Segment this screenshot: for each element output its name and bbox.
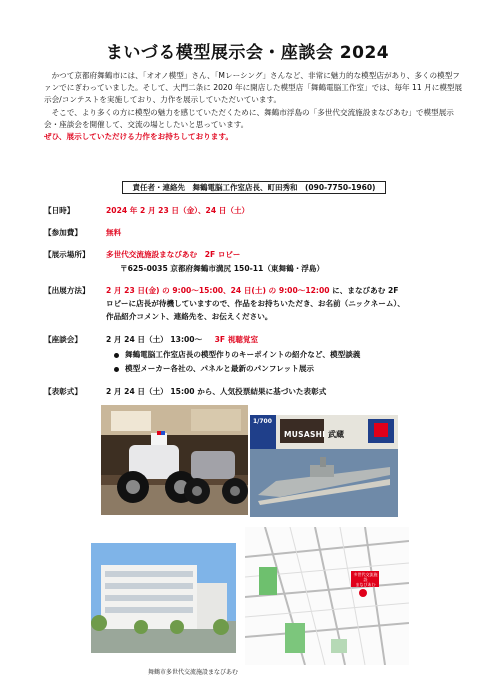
exhibit-label: 【出展方法】 — [44, 286, 90, 295]
map-marker-label: 多世代交流施設 まなびあむ — [353, 572, 378, 587]
date-row — [44, 205, 249, 217]
date-label: 【日時】 — [44, 206, 75, 215]
map-caption: 舞鶴市多世代交流施設まなびあむ — [148, 669, 239, 676]
location-map — [245, 527, 409, 665]
talk-bullet-2: 模型メーカー各社の、パネルと最新のパンフレット展示 — [114, 363, 314, 375]
bullet-icon — [114, 367, 119, 372]
fee-value: 無料 — [106, 228, 122, 237]
talk-label: 【座談会】 — [44, 335, 82, 344]
exhibit-line-2: ロビーに店長が待機していますので、作品をお持ちいただき、お名前（ニックネーム）、 — [106, 299, 405, 308]
date-value: 2024 年 2 月 23 日（金）、24 日（土） — [106, 206, 250, 215]
model-name: MUSASHI — [284, 430, 326, 439]
exhibit-line1-rest: に、まなびあむ 2F — [329, 286, 399, 295]
venue-label: 【展示場所】 — [44, 250, 90, 259]
fee-row — [44, 227, 121, 239]
fee-label: 【参加費】 — [44, 228, 82, 237]
exhibit-row — [44, 285, 398, 297]
motorcycle-photo — [101, 405, 248, 515]
intro-call-to-action: ぜひ、展示していただける力作をお持ちしております。 — [44, 132, 233, 142]
award-label: 【表彰式】 — [44, 387, 82, 396]
page-title: まいづる模型展示会・座談会 2024 — [105, 43, 390, 63]
talk-place: 3F 視聴覚室 — [214, 335, 259, 344]
venue-address: 〒625-0035 京都府舞鶴市溝尻 150-11（東舞鶴・浮島） — [120, 264, 325, 273]
talk-row — [44, 334, 258, 346]
intro-text — [44, 70, 464, 143]
intro-paragraph-1: かつて京都府舞鶴市には、「オオノ模型」さん、「Mレーシング」さんなど、非常に魅力的な模型店があり、多くの模型ファンでにぎわっていました。そして、大門二条に 2020 年に開店した模型店「舞鶴電脳工作室」では、毎年 11 月に模型展示会/コンテストを実施しており、力作を展示していただいています。 — [44, 71, 463, 105]
building-photo — [91, 543, 236, 653]
talk-when: 2 月 24 日（土） 13:00～ — [106, 335, 203, 344]
venue-row — [44, 249, 240, 261]
intro-paragraph-2: そこで、より多くの方に模型の魅力を感じていただくために、舞鶴市浮島の「多世代交流施設まなびあむ」で模型展示会・座談会を開催して、交流の場としたいと思っています。 — [44, 107, 454, 129]
talk-bullet-1: 舞鶴電脳工作室店長の模型作りのキーポイントの紹介など、模型談義 — [114, 349, 360, 361]
venue-name: 多世代交流施設まなびあむ 2F ロビー — [106, 250, 241, 259]
model-name-jp: 武蔵 — [328, 430, 344, 439]
award-value: 2 月 24 日（土） 15:00 から、人気投票結果に基づいた表彰式 — [106, 387, 327, 396]
contact-box: 責任者・連絡先 舞鶴電脳工作室店長、町田秀和 (090-7750-1960) — [122, 181, 386, 194]
bullet-icon — [114, 353, 119, 358]
exhibit-time: 2 月 23 日(金) の 9:00～15:00、24 日(土) の 9:00～12:00 — [106, 286, 330, 295]
model-scale: 1/700 — [253, 418, 272, 425]
exhibit-line-3: 作品紹介コメント、連絡先を、お伝えください。 — [106, 312, 273, 321]
award-row — [44, 386, 326, 398]
model-kit-photo — [250, 415, 398, 517]
